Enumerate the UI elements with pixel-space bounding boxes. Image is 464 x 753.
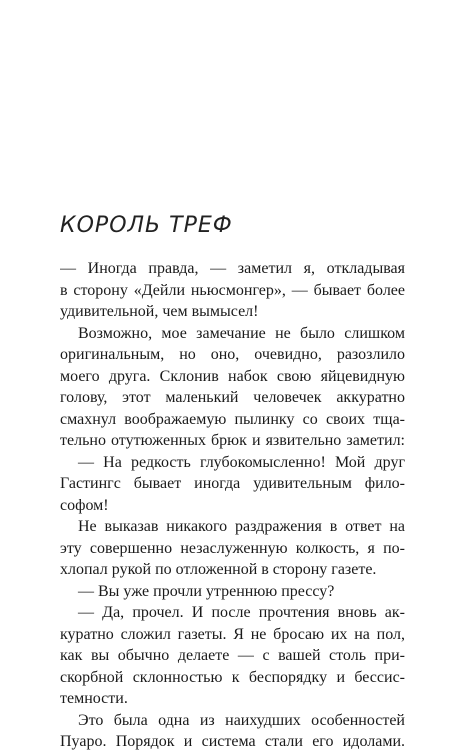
text-line: тельно отутюженных брюк и язвительно заметил: [60,432,405,449]
text-line: куратно сложил газеты. Я не бросаю их на пол, [60,625,405,643]
text-line: моего друга. Склонив набок свою яйцевидную [60,367,405,385]
text-line: как вы обычно делаете — с вашей столь при- [60,647,405,664]
text-line: хлопал рукой по отложенной в сторону газете. [60,561,377,578]
text-line: Гастингс бывает иногда удивительным фило- [60,475,405,492]
text-line: Это была одна из наихудших особенностей [78,711,405,729]
text-line: эту совершенно незаслуженную колкость, я по- [60,539,405,557]
text-line: — Иногда правда, — заметил я, откладывая [60,260,405,277]
text-line: — Да, прочел. И после прочтения вновь ак- [78,604,405,621]
text-line: Пуаро. Порядок и система стали его идолами. [60,733,405,750]
text-line: скорбной склонностью к беспорядку и бессис- [60,668,405,686]
body-text [60,258,405,753]
text-line: темности. [60,690,128,707]
text-line: голову, этот маленький человечек аккуратно [60,389,405,406]
text-line: — Вы уже прочли утреннюю прессу? [78,582,335,600]
chapter-title: КОРОЛЬ ТРЕФ [60,213,233,238]
text-line: смахнул воображаемую пылинку со своих тща- [60,410,405,428]
text-line: оригинальным, но оно, очевидно, разозлило [60,346,405,363]
text-line: — На редкость глубокомысленно! Мой друг [78,453,405,471]
text-line: Не выказав никакого раздражения в ответ на [78,518,405,535]
text-line: Возможно, мое замечание не было слишком [78,324,405,342]
text-line: софом! [60,496,109,514]
text-line: удивительной, чем вымысел! [60,303,259,320]
text-line: в сторону «Дейли ньюсмонгер», — бывает более [60,281,405,299]
